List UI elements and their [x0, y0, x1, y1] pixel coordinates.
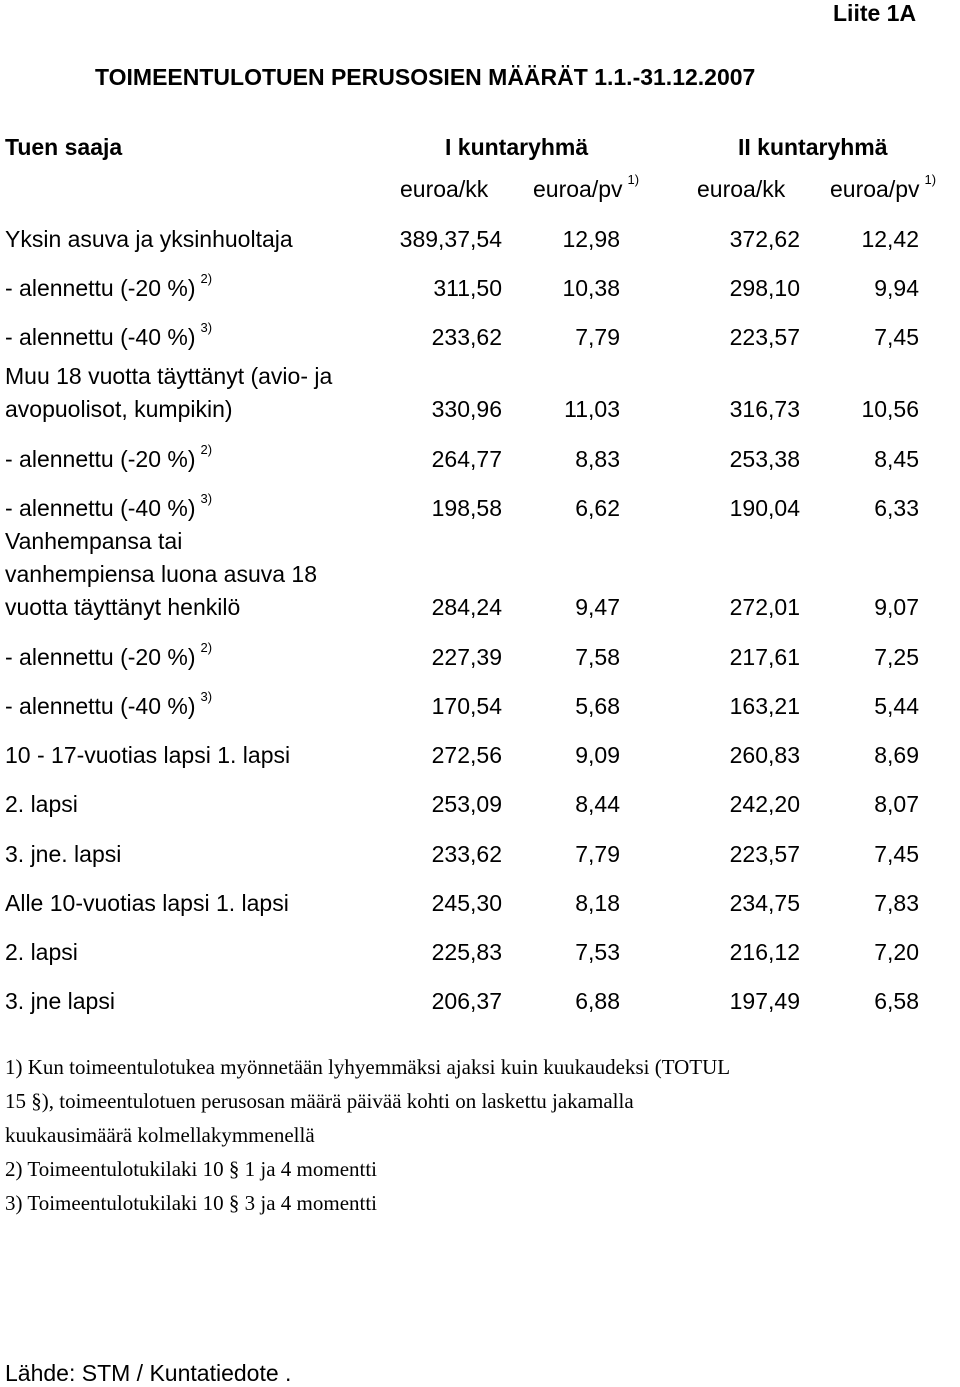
cell-g2-pv: 8,69 — [874, 742, 919, 768]
cell-g1-kk: 227,39 — [431, 644, 502, 670]
row-label: Vanhempansa tai — [5, 528, 183, 554]
cell-g2-kk: 372,62 — [729, 226, 800, 252]
cell-g1-pv: 6,88 — [575, 988, 620, 1014]
row-label: Muu 18 vuotta täyttänyt (avio- ja — [5, 363, 333, 389]
cell-g1-kk: 233,62 — [431, 324, 502, 350]
cell-g1-pv: 10,38 — [562, 275, 620, 301]
row-label: vuotta täyttänyt henkilö — [5, 594, 241, 620]
cell-g1-pv: 9,47 — [575, 594, 620, 620]
cell-g1-kk: 245,30 — [431, 890, 502, 916]
row-label-text: Alle 10-vuotias lapsi 1. lapsi — [5, 890, 289, 916]
row-label — [5, 988, 115, 1015]
row-label — [5, 271, 213, 302]
row-label-text: 3. jne lapsi — [5, 988, 115, 1014]
cell-g1-kk: 264,77 — [431, 446, 502, 472]
cell-g2-pv: 9,07 — [874, 594, 919, 620]
cell-g2-pv: 6,58 — [874, 988, 919, 1014]
row-label — [5, 841, 121, 868]
row-label-text: - alennettu (-40 %) — [5, 495, 196, 521]
cell-g2-pv: 5,44 — [874, 693, 919, 719]
column-header-recipient: Tuen saaja — [5, 134, 123, 160]
column-header-group2: II kuntaryhmä — [738, 134, 888, 160]
cell-g1-pv: 12,98 — [562, 226, 620, 252]
cell-g2-pv: 7,45 — [874, 841, 919, 867]
footnote-line: kuukausimäärä kolmellakymmenellä — [5, 1123, 315, 1147]
cell-g2-kk: 197,49 — [729, 988, 800, 1014]
footnote-ref: 3) — [200, 689, 213, 704]
cell-g2-kk: 223,57 — [729, 324, 800, 350]
cell-g2-pv: 8,07 — [874, 791, 919, 817]
cell-g2-kk: 163,21 — [729, 693, 800, 719]
page-title: TOIMEENTULOTUEN PERUSOSIEN MÄÄRÄT 1.1.-31.12.2007 — [95, 64, 756, 90]
cell-g2-kk: 216,12 — [729, 939, 800, 965]
cell-g2-pv: 7,45 — [874, 324, 919, 350]
cell-g2-pv: 12,42 — [861, 226, 919, 252]
cell-g1-pv: 7,53 — [575, 939, 620, 965]
row-label — [5, 742, 290, 769]
cell-g1-kk: 311,50 — [433, 275, 502, 301]
cell-g2-kk: 298,10 — [729, 275, 800, 301]
row-label-text: 2. lapsi — [5, 791, 78, 817]
row-label — [5, 939, 78, 966]
cell-g2-kk: 234,75 — [729, 890, 800, 916]
row-label — [5, 226, 293, 253]
row-label-text: - alennettu (-40 %) — [5, 324, 196, 350]
cell-g2-kk: 316,73 — [729, 396, 800, 422]
cell-g1-kk: 225,83 — [431, 939, 502, 965]
cell-g1-kk: 272,56 — [431, 742, 502, 768]
footnote-ref: 3) — [200, 491, 213, 506]
cell-g2-pv: 6,33 — [874, 495, 919, 521]
cell-g1-kk: 330,96 — [431, 396, 502, 422]
cell-g2-kk: 260,83 — [729, 742, 800, 768]
cell-g1-pv: 7,58 — [575, 644, 620, 670]
cell-g2-kk: 190,04 — [729, 495, 800, 521]
footnote-line: 2) Toimeentulotukilaki 10 § 1 ja 4 momentti — [5, 1157, 378, 1181]
cell-g1-pv: 6,62 — [575, 495, 620, 521]
cell-g1-pv: 5,68 — [575, 693, 620, 719]
cell-g1-pv: 8,18 — [575, 890, 620, 916]
row-label — [5, 689, 213, 720]
row-label-text: 3. jne. lapsi — [5, 841, 122, 867]
cell-g2-kk: 272,01 — [729, 594, 800, 620]
row-label-text: - alennettu (-20 %) — [5, 275, 196, 301]
footnote-ref: 1) — [627, 172, 640, 187]
cell-g1-pv: 9,09 — [575, 742, 620, 768]
cell-g2-pv: 7,83 — [874, 890, 919, 916]
row-label — [5, 491, 213, 522]
footnote-ref: 3) — [200, 320, 213, 335]
cell-g1-pv: 7,79 — [575, 324, 620, 350]
cell-g2-pv: 7,25 — [874, 644, 919, 670]
cell-g2-kk: 223,57 — [729, 841, 800, 867]
row-label-text: - alennettu (-20 %) — [5, 644, 196, 670]
cell-g1-kk: 253,09 — [431, 791, 502, 817]
row-label: vanhempiensa luona asuva 18 — [5, 561, 318, 587]
footnote-ref: 2) — [200, 640, 213, 655]
cell-g1-kk: 284,24 — [431, 594, 502, 620]
cell-g1-kk: 170,54 — [431, 693, 502, 719]
cell-g2-kk: 242,20 — [729, 791, 800, 817]
row-label — [5, 442, 213, 473]
cell-g2-pv: 8,45 — [874, 446, 919, 472]
cell-g2-pv: 10,56 — [861, 396, 919, 422]
cell-g1-pv: 8,83 — [575, 446, 620, 472]
row-label-text: - alennettu (-40 %) — [5, 693, 196, 719]
unit-g2-day: euroa/pv $^{1)}$ — [830, 172, 937, 202]
cell-g1-kk: 389,37,54 — [399, 226, 502, 252]
cell-g1-kk: 233,62 — [431, 841, 502, 867]
cell-g2-pv: 7,20 — [874, 939, 919, 965]
row-label: avopuolisot, kumpikin) — [5, 396, 233, 422]
cell-g1-pv: 7,79 — [575, 841, 620, 867]
cell-g1-kk: 198,58 — [431, 495, 502, 521]
column-header-group1: I kuntaryhmä — [445, 134, 589, 160]
row-label — [5, 791, 78, 818]
footnote-ref: 2) — [200, 271, 213, 286]
row-label — [5, 320, 213, 351]
row-label — [5, 640, 213, 671]
source-note: Lähde: STM / Kuntatiedote . — [5, 1360, 292, 1386]
cell-g1-kk: 206,37 — [431, 988, 502, 1014]
row-label-text: Yksin asuva ja yksinhuoltaja — [5, 226, 293, 252]
unit-g1-day: euroa/pv $^{1)}$ — [533, 172, 640, 202]
appendix-label: Liite 1A — [833, 0, 917, 26]
footnote-ref: 1) — [924, 172, 937, 187]
footnote-line: 15 §), toimeentulotuen perusosan määrä päivää kohti on laskettu jakamalla — [5, 1089, 634, 1113]
cell-g1-pv: 8,44 — [575, 791, 620, 817]
row-label — [5, 890, 289, 917]
cell-g2-kk: 253,38 — [729, 446, 800, 472]
cell-g1-pv: 11,03 — [564, 396, 620, 422]
cell-g2-kk: 217,61 — [729, 644, 800, 670]
row-label-text: 10 - 17-vuotias lapsi 1. lapsi — [5, 742, 291, 768]
cell-g2-pv: 9,94 — [874, 275, 919, 301]
unit-g2-month: euroa/kk — [697, 176, 786, 202]
footnote-line: 3) Toimeentulotukilaki 10 § 3 ja 4 momentti — [5, 1191, 378, 1215]
footnote-ref: 2) — [200, 442, 213, 457]
unit-g1-month: euroa/kk — [400, 176, 489, 202]
row-label-text: - alennettu (-20 %) — [5, 446, 196, 472]
row-label-text: 2. lapsi — [5, 939, 78, 965]
footnote-line: 1) Kun toimeentulotukea myönnetään lyhyemmäksi ajaksi kuin kuukaudeksi (TOTUL — [5, 1055, 731, 1079]
